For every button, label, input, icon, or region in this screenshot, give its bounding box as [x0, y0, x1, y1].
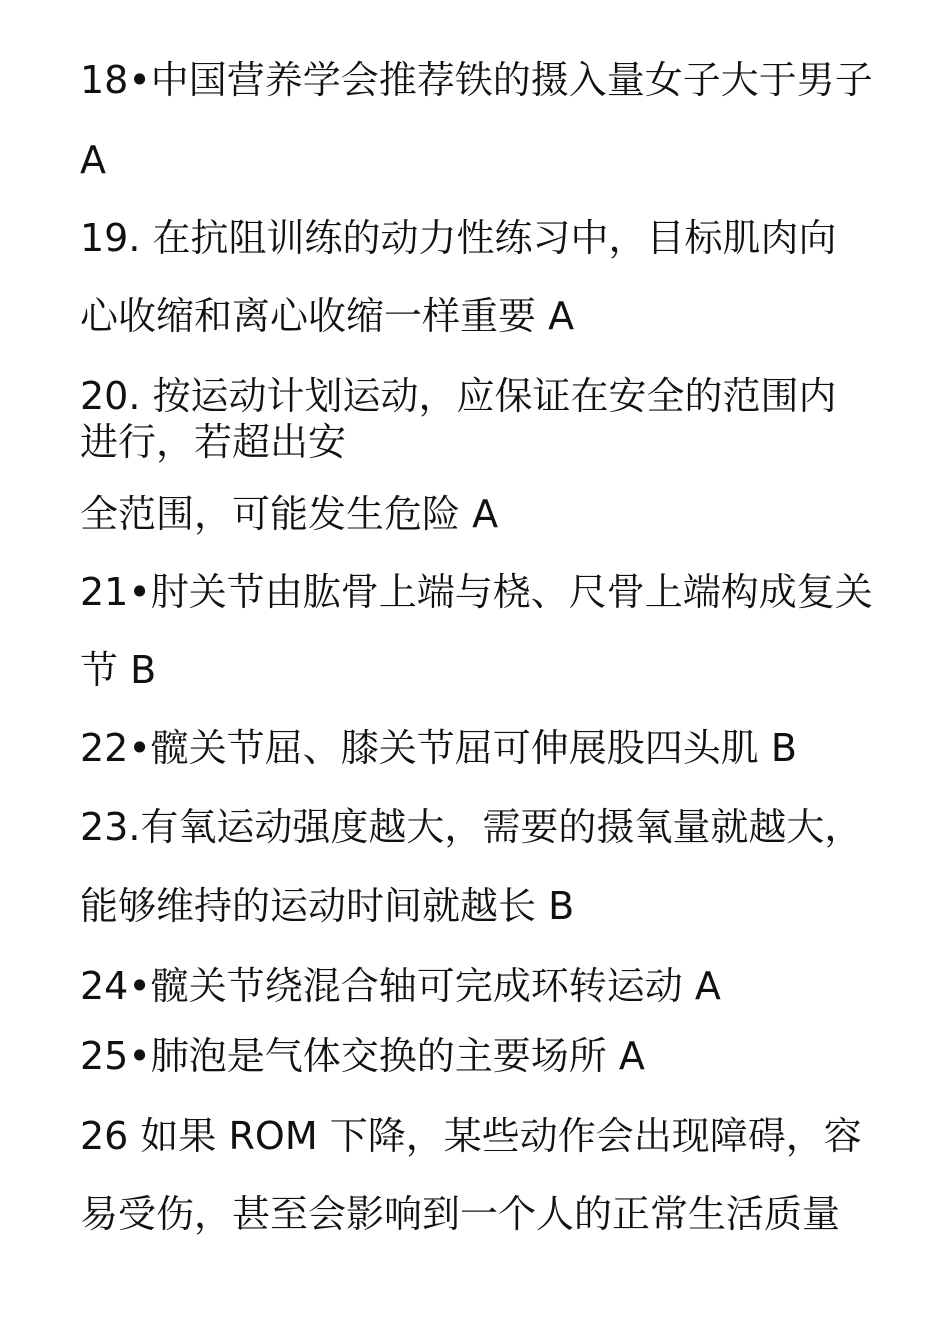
text-line-q19-cont: 心收缩和离心收缩一样重要 A: [80, 294, 575, 338]
text-line-q20-end: 全范围，可能发生危险 A: [80, 492, 499, 536]
text-line-q26-cont: 易受伤，甚至会影响到一个人的正常生活质量: [80, 1192, 841, 1236]
text-line-q22: 22•髋关节屈、膝关节屈可伸展股四头肌 B: [80, 726, 797, 770]
text-line-q20: 20. 按运动计划运动，应保证在安全的范围内: [80, 374, 837, 418]
text-line-q19: 19. 在抗阻训练的动力性练习中，目标肌肉向: [80, 216, 837, 260]
text-line-q18: 18•中国营养学会推荐铁的摄入量女子大于男子: [80, 58, 873, 102]
text-line-q25: 25•肺泡是气体交换的主要场所 A: [80, 1034, 645, 1078]
text-line-q23-cont: 能够维持的运动时间就越长 B: [80, 884, 575, 928]
text-line-q20-cont: 进行，若超出安: [80, 420, 347, 464]
text-line-q23: 23.有氧运动强度越大，需要的摄氧量就越大，: [80, 805, 863, 849]
text-line-q26: 26 如果 ROM 下降，某些动作会出现障碍，容: [80, 1114, 862, 1158]
text-line-q18-answer: A: [80, 138, 106, 182]
text-line-q21: 21•肘关节由肱骨上端与桡、尺骨上端构成复关: [80, 570, 873, 614]
text-line-q24: 24•髋关节绕混合轴可完成环转运动 A: [80, 964, 721, 1008]
text-line-q21-answer: 节 B: [80, 648, 157, 692]
